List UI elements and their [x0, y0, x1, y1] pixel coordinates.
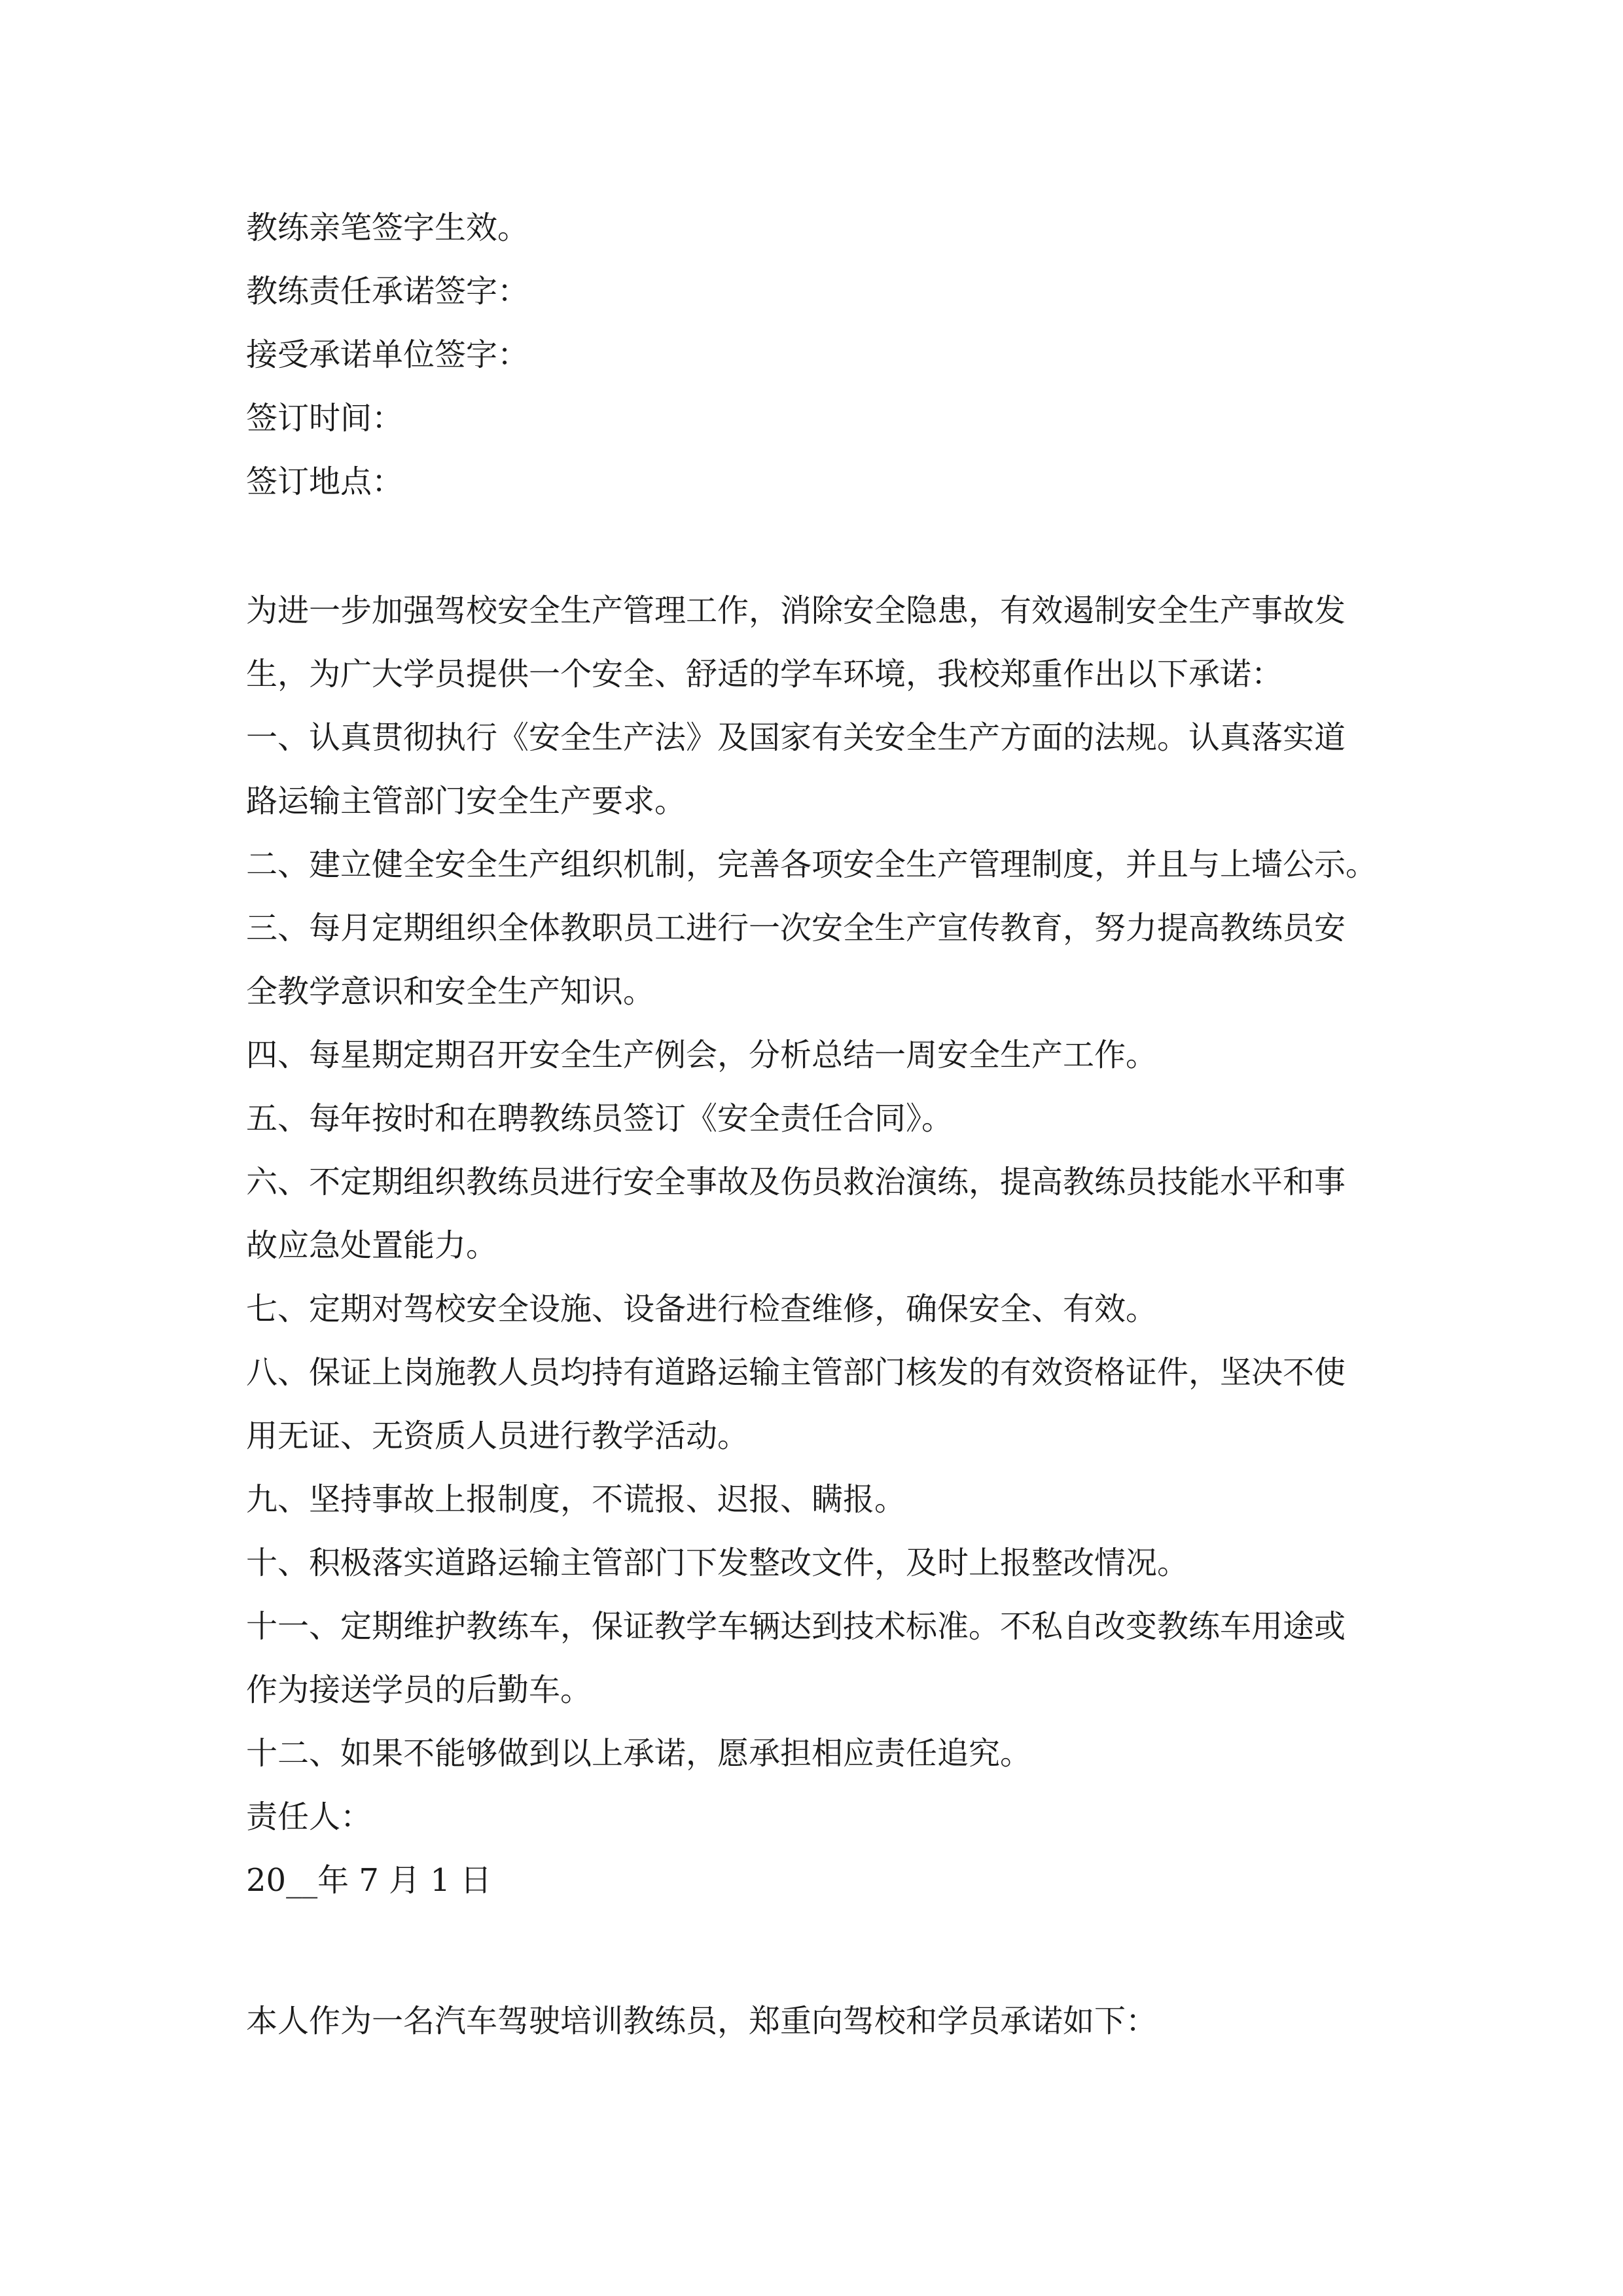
- paragraph-line: 十一、定期维护教练车，保证教学车辆达到技术标准。不私自改变教练车用途或: [246, 1608, 1346, 1645]
- paragraph-line: 20__年 7 月 1 日: [246, 1862, 492, 1899]
- paragraph-line: 作为接送学员的后勤车。: [246, 1672, 592, 1708]
- paragraph-line: 九、坚持事故上报制度，不谎报、迟报、瞒报。: [246, 1481, 906, 1518]
- paragraph-line: 用无证、无资质人员进行教学活动。: [246, 1418, 749, 1454]
- paragraph-line: 路运输主管部门安全生产要求。: [246, 783, 687, 819]
- paragraph-line: 五、每年按时和在聘教练员签订《安全责任合同》。: [246, 1100, 954, 1137]
- paragraph-line: 十二、如果不能够做到以上承诺，愿承担相应责任追究。: [246, 1735, 1032, 1772]
- paragraph-line: 二、建立健全安全生产组织机制，完善各项安全生产管理制度，并且与上墙公示。: [246, 846, 1378, 883]
- paragraph-line: 责任人：: [246, 1799, 372, 1835]
- instructor-pledge-section: [246, 1990, 1385, 2053]
- paragraph-line: 一、认真贯彻执行《安全生产法》及国家有关安全生产方面的法规。认真落实道: [246, 719, 1346, 756]
- paragraph-line: 接受承诺单位签字：: [246, 336, 529, 373]
- paragraph-line: 三、每月定期组织全体教职员工进行一次安全生产宣传教育，努力提高教练员安: [246, 910, 1346, 946]
- paragraph-line: 故应急处置能力。: [246, 1227, 498, 1264]
- paragraph-line: 四、每星期定期召开安全生产例会，分析总结一周安全生产工作。: [246, 1037, 1158, 1073]
- paragraph-line: 八、保证上岗施教人员均持有道路运输主管部门核发的有效资格证件，坚决不使: [246, 1354, 1346, 1391]
- paragraph-line: 六、不定期组织教练员进行安全事故及伤员救治演练，提高教练员技能水平和事: [246, 1164, 1346, 1200]
- paragraph-line: 全教学意识和安全生产知识。: [246, 973, 655, 1010]
- paragraph-line: 生，为广大学员提供一个安全、舒适的学车环境，我校郑重作出以下承诺：: [246, 656, 1283, 692]
- paragraph-line: 教练责任承诺签字：: [246, 273, 529, 310]
- paragraph-line: 签订时间：: [246, 400, 404, 437]
- commitment-section: [246, 579, 1385, 1912]
- signature-block: [246, 196, 1385, 514]
- paragraph-line: 教练亲笔签字生效。: [246, 209, 529, 246]
- paragraph-line: 为进一步加强驾校安全生产管理工作，消除安全隐患，有效遏制安全生产事故发: [246, 592, 1346, 629]
- paragraph-line: 七、定期对驾校安全设施、设备进行检查维修，确保安全、有效。: [246, 1291, 1158, 1327]
- paragraph-line: 十、积极落实道路运输主管部门下发整改文件，及时上报整改情况。: [246, 1545, 1189, 1581]
- paragraph-line: 签订地点：: [246, 463, 404, 500]
- paragraph-line: 本人作为一名汽车驾驶培训教练员，郑重向驾校和学员承诺如下：: [246, 2003, 1158, 2039]
